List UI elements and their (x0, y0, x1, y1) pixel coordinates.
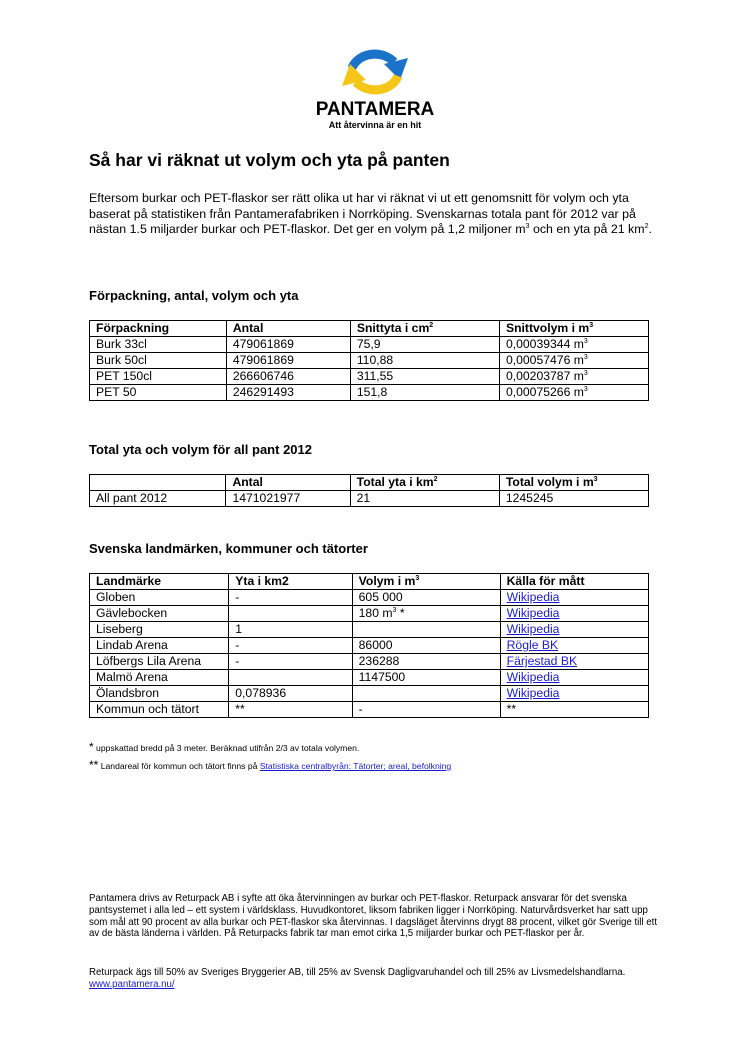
cell-value: Burk 50cl (96, 353, 147, 367)
cell-value: 0,00057476 (505, 353, 571, 367)
footnote-2-mark: ** (89, 758, 99, 772)
cell-value: All pant 2012 (96, 491, 168, 505)
source-link[interactable]: Wikipedia (506, 686, 560, 700)
table-cell (352, 590, 500, 606)
packaging-table (89, 320, 649, 401)
table-cell (352, 638, 500, 654)
column-header (499, 321, 648, 337)
column-header (350, 475, 499, 491)
cell-value: Malmö Arena (96, 670, 168, 684)
column-header-label: Antal (232, 475, 263, 489)
recycle-arrows-icon (338, 44, 412, 100)
cell-value: 0,00075266 (505, 385, 571, 399)
table-cell (90, 369, 227, 385)
column-header-sup: 3 (415, 575, 420, 582)
cell-unit-sup: 3 (583, 386, 588, 393)
cell-value: Ölandsbron (96, 686, 160, 700)
pantamera-logo (310, 44, 440, 131)
table-cell (500, 686, 648, 702)
column-header-sup: 2 (429, 322, 434, 329)
table-row (90, 622, 649, 638)
footnote-2-text: Landareal för kommun och tätort finns på (98, 761, 260, 771)
table-cell (499, 385, 648, 401)
cell-value: Liseberg (96, 622, 143, 636)
source-link[interactable]: Färjestad BK (506, 654, 578, 668)
table-cell (90, 654, 229, 670)
column-header (90, 574, 229, 590)
table-cell (90, 638, 229, 654)
column-header (90, 475, 226, 491)
table-cell (352, 622, 500, 638)
table-cell (350, 353, 499, 369)
footer-text-2: Returpack ägs till 50% av Sveriges Bryggerier AB, till 25% av Svensk Dagligvaruhandel och till 25% av Livsmedelshandlarna. (89, 967, 626, 978)
table-cell (229, 590, 352, 606)
column-header-label: Landmärke (96, 574, 162, 588)
table-cell (500, 702, 648, 718)
page-title: Så har vi räknat ut volym och yta på panten (89, 150, 450, 170)
section-heading-packaging: Förpackning, antal, volym och yta (89, 288, 299, 303)
pantamera-website-link[interactable]: www.pantamera.nu/ (89, 978, 175, 990)
column-header-label: Volym i m (358, 574, 416, 588)
table-row (90, 702, 649, 718)
landmarks-table (89, 573, 649, 718)
intro-text-2: och en yta på 21 km (529, 222, 645, 237)
scb-link[interactable]: Statistiska centralbyrån: Tätorter; areal, befolkning (259, 761, 452, 771)
table-cell (500, 590, 648, 606)
table-cell (350, 491, 499, 507)
cell-value: 75,9 (356, 337, 381, 351)
cell-unit-sup: 3 (392, 607, 397, 614)
table-cell (90, 337, 227, 353)
cell-value: 1147500 (358, 670, 406, 684)
column-header (350, 321, 499, 337)
table-cell (229, 702, 352, 718)
cell-value: ** (506, 702, 517, 716)
cell-value: 21 (356, 491, 371, 505)
source-link[interactable]: Wikipedia (506, 590, 560, 604)
cell-value: 0,078936 (235, 686, 287, 700)
table-cell (229, 686, 352, 702)
table-cell (90, 686, 229, 702)
table-cell (500, 670, 648, 686)
column-header-label: Förpackning (96, 321, 170, 335)
footnote-2 (89, 758, 451, 772)
column-header-sup: 2 (433, 476, 438, 483)
source-link[interactable]: Rögle BK (506, 638, 559, 652)
column-header (226, 321, 350, 337)
cell-value: 246291493 (232, 385, 294, 399)
cell-value: 151,8 (356, 385, 388, 399)
column-header-label: Antal (232, 321, 264, 335)
table-row (90, 638, 649, 654)
cell-value: Kommun och tätort (96, 702, 199, 716)
table-cell (500, 654, 648, 670)
table-header-row (90, 475, 649, 491)
footer-paragraph-2 (89, 967, 659, 991)
column-header (499, 475, 648, 491)
cell-unit-sup: 3 (583, 370, 588, 377)
cell-value: Lindab Arena (96, 638, 168, 652)
footnote-1-mark: * (89, 740, 94, 754)
cell-value: 110,88 (356, 353, 394, 367)
table-cell (352, 670, 500, 686)
table-row (90, 686, 649, 702)
cell-unit: m (573, 385, 584, 399)
table-row (90, 337, 649, 353)
section-heading-landmarks: Svenska landmärken, kommuner och tätorter (89, 541, 368, 556)
table-cell (229, 622, 352, 638)
table-cell (499, 491, 648, 507)
table-cell (90, 353, 227, 369)
total-table (89, 474, 649, 507)
table-cell (226, 491, 350, 507)
cell-value: PET 150cl (96, 369, 153, 383)
table-cell (352, 686, 500, 702)
cell-value: - (358, 702, 363, 716)
table-row (90, 369, 649, 385)
table-cell (500, 606, 648, 622)
column-header (352, 574, 500, 590)
column-header-label: Snittyta i cm (356, 321, 430, 335)
intro-paragraph (89, 191, 659, 238)
cell-value: 266606746 (232, 369, 294, 383)
cell-value: - (235, 654, 240, 668)
cell-value: - (235, 638, 240, 652)
table-cell (229, 638, 352, 654)
source-link[interactable]: Wikipedia (506, 622, 560, 636)
intro-text-3: . (648, 222, 652, 237)
table-cell (499, 369, 648, 385)
table-cell (350, 369, 499, 385)
cell-value: 1 (235, 622, 243, 636)
table-header-row (90, 321, 649, 337)
table-row (90, 590, 649, 606)
footer-paragraph-1: Pantamera drivs av Returpack AB i syfte att öka återvinningen av burkar och PET-flaskor. Returpack ansvarar för det svenska pantsystemet i alla led – ett system i världsklass. Huvudkontoret, liksom fabriken ligger i Norrköping. Naturvårdsverket har satt upp som mål att 90 procent av alla burkar och PET-flaskor ska återvinnas. I dagsläget återvinns drygt 88 procent, vilket gör Sverige till ett av de bästa länderna i världen. På Returpacks fabrik tar man emot cirka 1,5 miljarder burkar och PET-flaskor per år. (89, 893, 658, 940)
cell-value: Gävlebocken (96, 606, 168, 620)
table-cell (226, 385, 350, 401)
column-header (226, 475, 350, 491)
table-cell (90, 590, 229, 606)
column-header-label: Total volym i m (505, 475, 594, 489)
cell-unit: m (573, 369, 584, 383)
cell-value: 180 m (358, 606, 393, 620)
cell-value: Löfbergs Lila Arena (96, 654, 202, 668)
cell-unit-sup: 3 (583, 338, 588, 345)
cell-value: 479061869 (232, 353, 294, 367)
table-row (90, 353, 649, 369)
table-cell (352, 606, 500, 622)
cell-value: 1245245 (505, 491, 554, 505)
table-row (90, 670, 649, 686)
table-cell (499, 353, 648, 369)
table-cell (90, 670, 229, 686)
column-header-label: Källa för mått (506, 574, 585, 588)
intro-sup-2: 2 (644, 223, 649, 231)
table-cell (90, 702, 229, 718)
column-header-sup: 3 (593, 476, 598, 483)
table-row (90, 385, 649, 401)
table-cell (499, 337, 648, 353)
table-cell (226, 369, 350, 385)
table-row (90, 491, 649, 507)
source-link[interactable]: Wikipedia (506, 670, 560, 684)
column-header-sup: 3 (589, 322, 594, 329)
table-cell (500, 622, 648, 638)
footnote-1-text: uppskattad bredd på 3 meter. Beräknad utifrån 2/3 av totala volymen. (93, 743, 360, 753)
column-header-label: Snittvolym i m (505, 321, 590, 335)
cell-unit: m (573, 353, 584, 367)
table-cell (229, 606, 352, 622)
cell-value: 0,00039344 (505, 337, 571, 351)
brand-tagline: Att återvinna är en hit (328, 120, 422, 130)
brand-name: PANTAMERA (315, 99, 435, 120)
table-cell (90, 622, 229, 638)
footnote-ref: * (396, 606, 405, 620)
table-cell (352, 702, 500, 718)
column-header-label: Yta i km2 (235, 574, 289, 588)
table-cell (90, 385, 227, 401)
column-header (90, 321, 227, 337)
table-cell (229, 670, 352, 686)
table-cell (229, 654, 352, 670)
cell-value: Globen (96, 590, 136, 604)
table-cell (226, 337, 350, 353)
table-cell (350, 337, 499, 353)
source-link[interactable]: Wikipedia (506, 606, 560, 620)
column-header-label: Total yta i km (356, 475, 434, 489)
section-heading-total: Total yta och volym för all pant 2012 (89, 442, 312, 457)
column-header (500, 574, 648, 590)
cell-value: 311,55 (356, 369, 394, 383)
table-cell (350, 385, 499, 401)
cell-value: 236288 (358, 654, 400, 668)
cell-value: 86000 (358, 638, 393, 652)
cell-unit: m (573, 337, 584, 351)
table-cell (90, 491, 226, 507)
cell-value: 479061869 (232, 337, 294, 351)
table-header-row (90, 574, 649, 590)
footnote-1 (89, 740, 359, 754)
table-row (90, 606, 649, 622)
cell-value: Burk 33cl (96, 337, 147, 351)
table-cell (500, 638, 648, 654)
cell-value: 0,00203787 (505, 369, 571, 383)
table-cell (226, 353, 350, 369)
cell-unit-sup: 3 (583, 354, 588, 361)
table-cell (90, 606, 229, 622)
intro-text-1: Eftersom burkar och PET-flaskor ser rätt olika ut har vi räknat vi ut ett genomsnitt för volym och yta baserat på statistiken från Pantamerafabriken i Norrköping. Svenskarnas totala pant för 2012 var på nästan 1.5 miljarder burkar och PET-flaskor. Det ger en volym på 1,2 miljoner m (89, 191, 636, 237)
cell-value: - (235, 590, 240, 604)
cell-value: 1471021977 (232, 491, 301, 505)
cell-value: ** (235, 702, 245, 716)
table-row (90, 654, 649, 670)
column-header (229, 574, 352, 590)
cell-value: 605 000 (358, 590, 403, 604)
table-cell (352, 654, 500, 670)
intro-sup-3: 3 (525, 223, 530, 231)
cell-value: PET 50 (96, 385, 137, 399)
